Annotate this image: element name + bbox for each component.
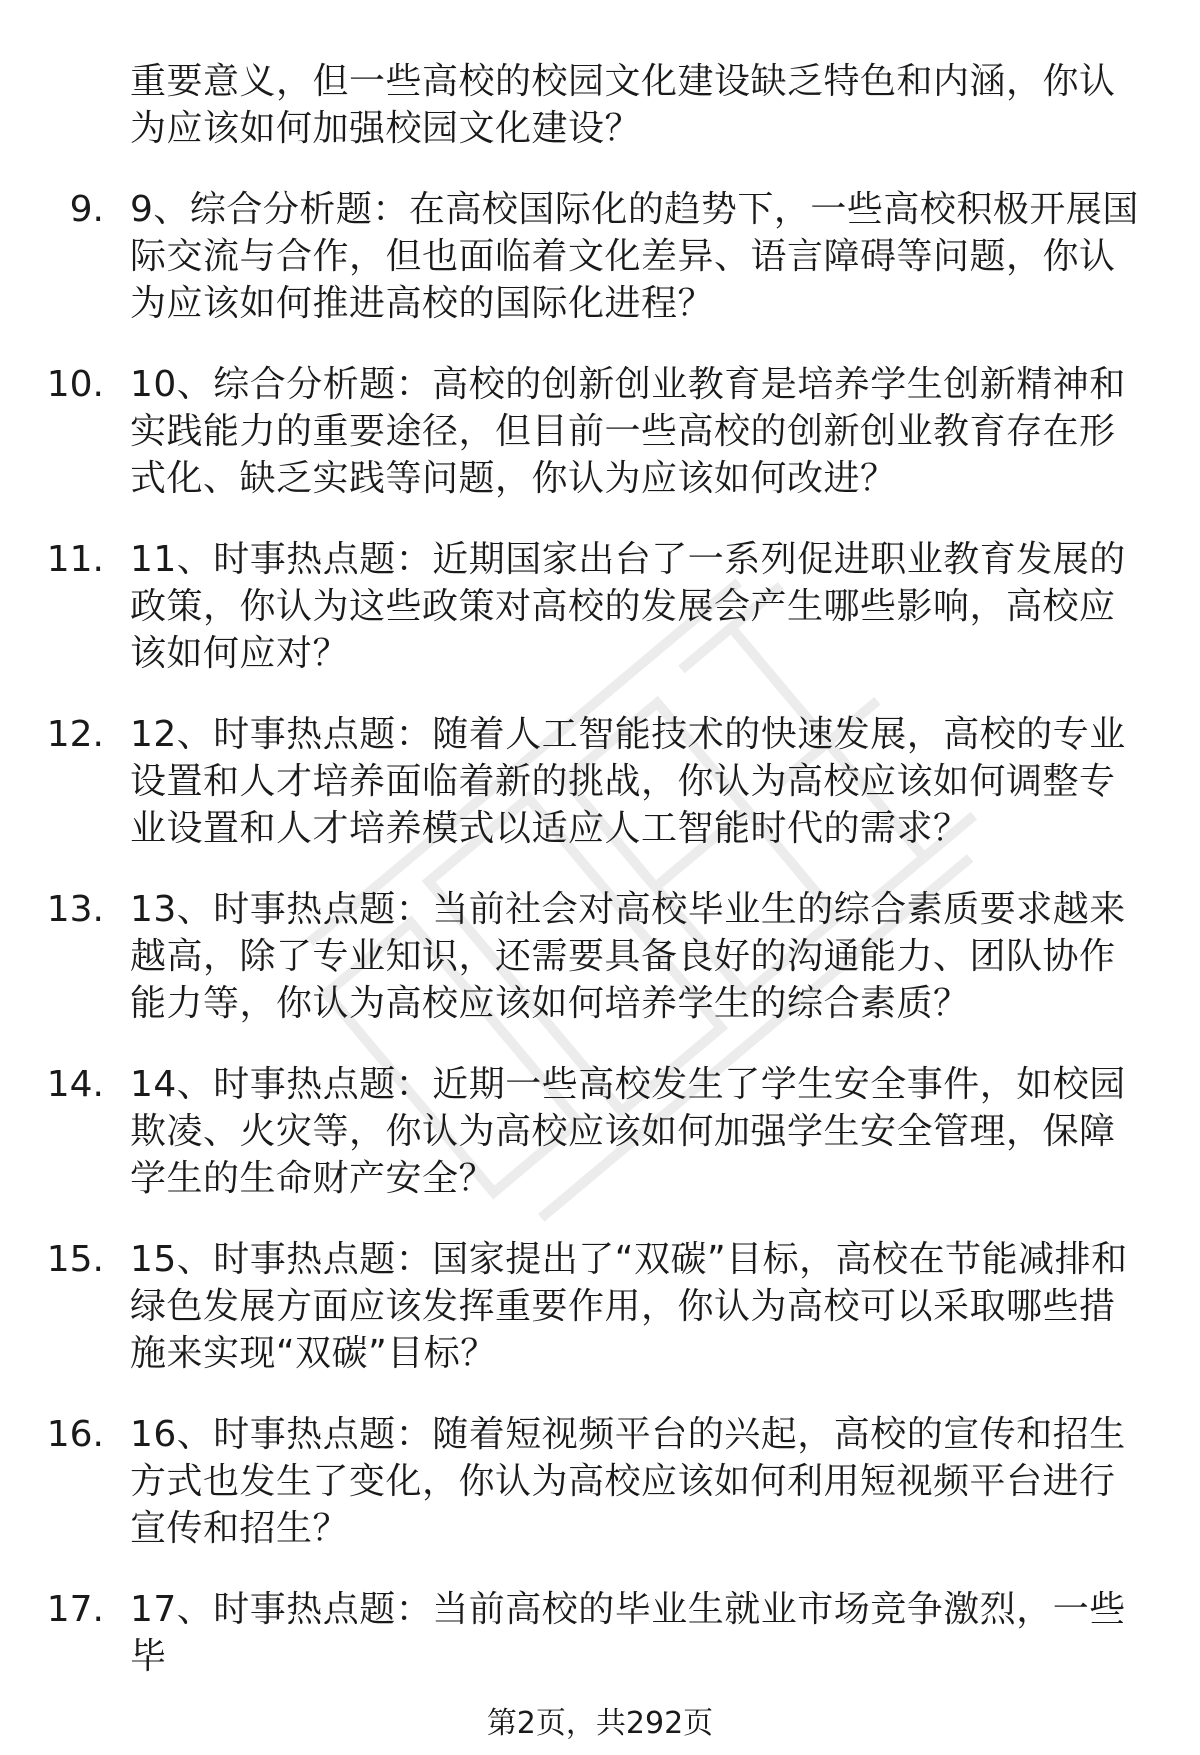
- list-item: [0, 1586, 1200, 1680]
- list-item-text: 14、时事热点题：近期一些高校发生了学生安全事件，如校园欺凌、火灾等，你认为高校应该如何加强学生安全管理，保障学生的生命财产安全？: [130, 1064, 1126, 1199]
- list-item-number: 9.: [69, 189, 104, 230]
- list-item-number: 13.: [46, 889, 104, 930]
- list-item: [0, 886, 1200, 1027]
- list-item-number: 12.: [46, 714, 104, 755]
- list-item: [0, 1236, 1200, 1377]
- list-item-text: 13、时事热点题：当前社会对高校毕业生的综合素质要求越来越高，除了专业知识，还需要具备良好的沟通能力、团队协作能力等，你认为高校应该如何培养学生的综合素质？: [130, 889, 1126, 1024]
- list-item-text: 10、综合分析题：高校的创新创业教育是培养学生创新精神和实践能力的重要途径，但目前一些高校的创新创业教育存在形式化、缺乏实践等问题，你认为应该如何改进？: [130, 364, 1126, 499]
- list-item-number: 11.: [46, 539, 104, 580]
- list-item-number: 16.: [46, 1414, 104, 1455]
- page-footer: 第2页，共292页: [486, 1706, 714, 1741]
- list-item-text: 17、时事热点题：当前高校的毕业生就业市场竞争激烈，一些毕: [130, 1589, 1126, 1677]
- list-item-number: 14.: [46, 1064, 104, 1105]
- list-item: [0, 361, 1200, 502]
- list-item: [0, 186, 1200, 327]
- list-item-text: 12、时事热点题：随着人工智能技术的快速发展，高校的专业设置和人才培养面临着新的挑战，你认为高校应该如何调整专业设置和人才培养模式以适应人工智能时代的需求？: [130, 714, 1126, 849]
- list-item: [0, 711, 1200, 852]
- list-item-text: 9、综合分析题：在高校国际化的趋势下，一些高校积极开展国际交流与合作，但也面临着文化差异、语言障碍等问题，你认为应该如何推进高校的国际化进程？: [130, 189, 1139, 324]
- question-list: [0, 58, 1200, 1680]
- list-item-text: 16、时事热点题：随着短视频平台的兴起，高校的宣传和招生方式也发生了变化，你认为高校应该如何利用短视频平台进行宣传和招生？: [130, 1414, 1126, 1549]
- list-item-number: 15.: [46, 1239, 104, 1280]
- continued-question-text: 重要意义，但一些高校的校园文化建设缺乏特色和内涵，你认为应该如何加强校园文化建设？: [130, 61, 1116, 149]
- list-item-text: 11、时事热点题：近期国家出台了一系列促进职业教育发展的政策，你认为这些政策对高校的发展会产生哪些影响，高校应该如何应对？: [130, 539, 1126, 674]
- list-item: [0, 536, 1200, 677]
- list-item-text: 15、时事热点题：国家提出了“双碳”目标，高校在节能减排和绿色发展方面应该发挥重要作用，你认为高校可以采取哪些措施来实现“双碳”目标？: [130, 1239, 1128, 1374]
- list-item-number: 17.: [46, 1589, 104, 1630]
- list-item: [0, 1411, 1200, 1552]
- list-item: [0, 1061, 1200, 1202]
- list-item-number: 10.: [46, 364, 104, 405]
